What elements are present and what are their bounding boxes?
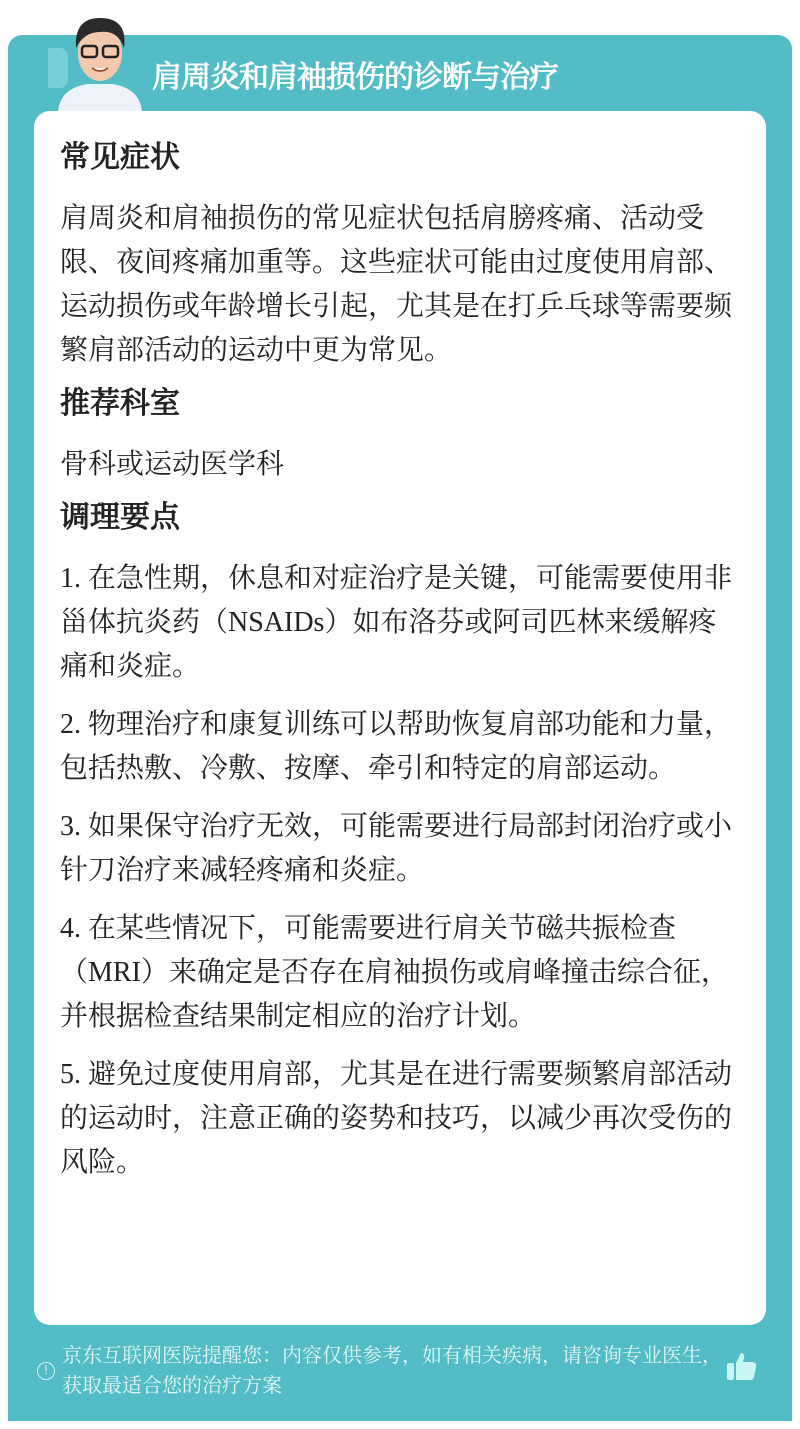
section-heading-symptoms: 常见症状: [60, 140, 180, 175]
section-heading-department: 推荐科室: [60, 386, 180, 421]
care-item: 2. 物理治疗和康复训练可以帮助恢复肩部功能和力量，包括热敷、冷敷、按摩、牵引和特定的肩部运动。: [60, 709, 733, 784]
care-item: 3. 如果保守治疗无效，可能需要进行局部封闭治疗或小针刀治疗来减轻疼痛和炎症。: [60, 811, 733, 886]
content-card: [34, 111, 766, 1325]
care-item: 4. 在某些情况下，可能需要进行肩关节磁共振检查（MRI）来确定是否存在肩袖损伤或肩峰撞击综合征，并根据检查结果制定相应的治疗计划。: [60, 913, 729, 1032]
department-text: 骨科或运动医学科: [60, 449, 285, 480]
thumbs-up-icon[interactable]: [726, 1350, 758, 1382]
doctor-avatar-icon: [48, 8, 152, 112]
page-title: 肩周炎和肩袖损伤的诊断与治疗: [152, 60, 558, 95]
care-item: 1. 在急性期，休息和对症治疗是关键，可能需要使用非甾体抗炎药（NSAIDs）如布洛芬或阿司匹林来缓解疼痛和炎症。: [60, 563, 733, 682]
symptoms-text: 肩周炎和肩袖损伤的常见症状包括肩膀疼痛、活动受限、夜间疼痛加重等。这些症状可能由过度使用肩部、运动损伤或年龄增长引起，尤其是在打乒乓球等需要频繁肩部活动的运动中更为常见。: [60, 203, 733, 366]
care-item: 5. 避免过度使用肩部，尤其是在进行需要频繁肩部活动的运动时，注意正确的姿势和技巧，以减少再次受伤的风险。: [60, 1059, 733, 1178]
warning-icon: !: [37, 1362, 55, 1380]
footer-notice: 京东互联网医院提醒您：内容仅供参考，如有相关疾病，请咨询专业医生，获取最适合您的治疗方案: [62, 1343, 722, 1397]
section-heading-care: 调理要点: [60, 500, 180, 535]
